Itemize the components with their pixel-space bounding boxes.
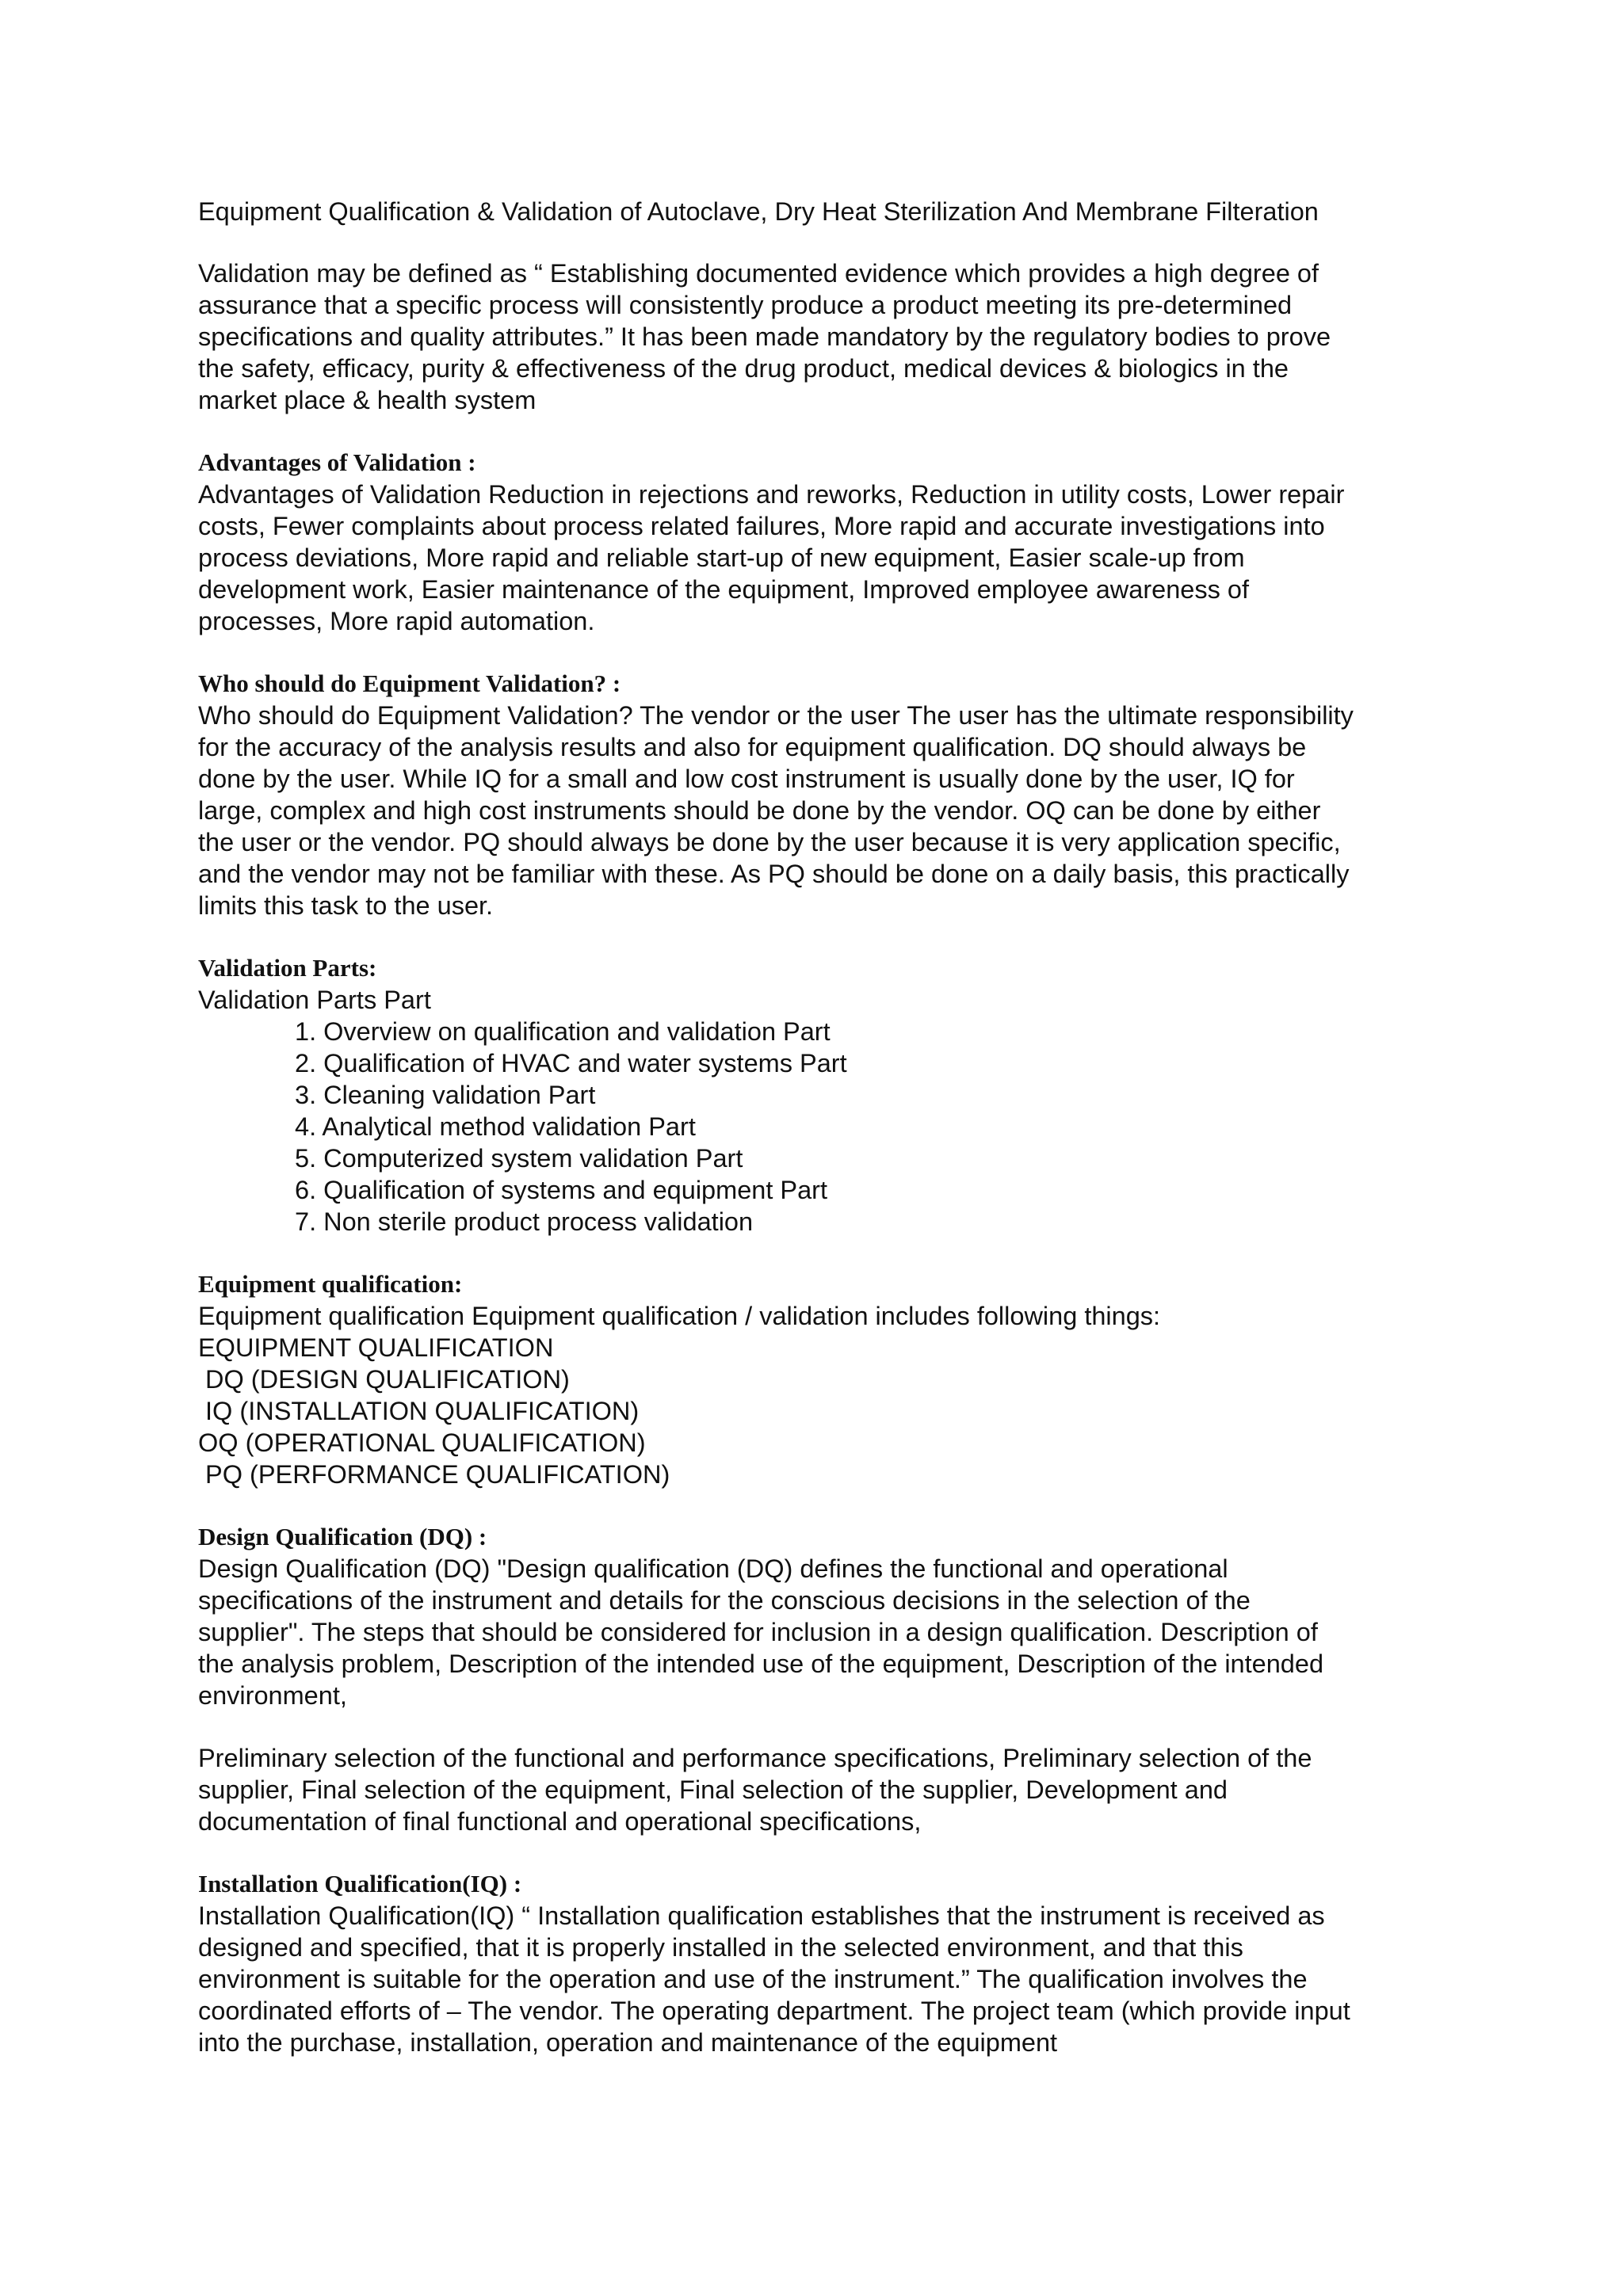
who-line: Who should do Equipment Validation? The vendor or the user The user has the ultimate responsibility xyxy=(198,701,1354,730)
design-line: specifications of the instrument and details for the conscious decisions in the selection of the xyxy=(198,1586,1251,1615)
spacer xyxy=(198,637,1466,668)
installation-line: into the purchase, installation, operation and maintenance of the equipment xyxy=(198,2028,1058,2057)
list-item: 7. Non sterile product process validation xyxy=(295,1207,754,1236)
section-parts xyxy=(198,952,1466,1238)
list-item: 5. Computerized system validation Part xyxy=(295,1144,743,1173)
equipment-item: DQ (DESIGN QUALIFICATION) xyxy=(198,1365,570,1394)
list-item: 6. Qualification of systems and equipment Part xyxy=(295,1176,828,1204)
design-line: Preliminary selection of the functional and performance specifications, Preliminary selection of the xyxy=(198,1744,1312,1772)
design-line: Design Qualification (DQ) "Design qualification (DQ) defines the functional and operational xyxy=(198,1554,1228,1583)
advantages-line: costs, Fewer complaints about process related failures, More rapid and accurate investigations into xyxy=(198,512,1325,540)
design-line: environment, xyxy=(198,1681,347,1710)
document-page xyxy=(198,196,1466,2058)
section-heading-who: Who should do Equipment Validation? : xyxy=(198,669,621,697)
list-item: 1. Overview on qualification and validation Part xyxy=(295,1017,831,1046)
spacer xyxy=(198,1711,1466,1742)
spacer xyxy=(198,1837,1466,1868)
document-title: Equipment Qualification & Validation of Autoclave, Dry Heat Sterilization And Membrane Filteration xyxy=(198,197,1319,226)
spacer xyxy=(198,1490,1466,1521)
section-advantages xyxy=(198,447,1466,637)
intro-line: specifications and quality attributes.” It has been made mandatory by the regulatory bodies to prove xyxy=(198,322,1331,351)
section-heading-design: Design Qualification (DQ) : xyxy=(198,1523,487,1550)
installation-line: designed and specified, that it is properly installed in the selected environment, and that this xyxy=(198,1933,1243,1962)
equipment-item: EQUIPMENT QUALIFICATION xyxy=(198,1333,554,1362)
design-line: documentation of final functional and operational specifications, xyxy=(198,1807,922,1836)
section-heading-advantages: Advantages of Validation : xyxy=(198,448,476,476)
design-line: supplier, Final selection of the equipment, Final selection of the supplier, Development and xyxy=(198,1775,1228,1804)
who-line: the user or the vendor. PQ should always be done by the user because it is very application specific, xyxy=(198,828,1341,856)
section-design xyxy=(198,1521,1466,1837)
equipment-intro: Equipment qualification Equipment qualification / validation includes following things: xyxy=(198,1302,1161,1330)
installation-line: environment is suitable for the operation and use of the instrument.” The qualification involves the xyxy=(198,1965,1308,1993)
spacer xyxy=(198,416,1466,447)
list-item: 4. Analytical method validation Part xyxy=(295,1112,696,1141)
equipment-item: OQ (OPERATIONAL QUALIFICATION) xyxy=(198,1428,646,1457)
who-line: for the accuracy of the analysis results and also for equipment qualification. DQ should always be xyxy=(198,733,1307,761)
spacer xyxy=(198,227,1466,257)
design-line: the analysis problem, Description of the intended use of the equipment, Description of the intended xyxy=(198,1650,1324,1678)
intro-line: market place & health system xyxy=(198,386,537,414)
installation-line: Installation Qualification(IQ) “ Installation qualification establishes that the instrument is received as xyxy=(198,1901,1325,1930)
equipment-item: IQ (INSTALLATION QUALIFICATION) xyxy=(198,1397,640,1425)
advantages-line: process deviations, More rapid and reliable start-up of new equipment, Easier scale-up from xyxy=(198,543,1245,572)
advantages-line: development work, Easier maintenance of the equipment, Improved employee awareness of xyxy=(198,575,1250,604)
list-item: 2. Qualification of HVAC and water systems Part xyxy=(295,1049,847,1077)
section-who xyxy=(198,668,1466,921)
spacer xyxy=(198,921,1466,952)
intro-line: the safety, efficacy, purity & effectiveness of the drug product, medical devices & biologics in the xyxy=(198,354,1289,383)
equipment-item: PQ (PERFORMANCE QUALIFICATION) xyxy=(198,1460,670,1489)
section-equipment xyxy=(198,1268,1466,1490)
section-heading-installation: Installation Qualification(IQ) : xyxy=(198,1870,522,1897)
intro-line: assurance that a specific process will consistently produce a product meeting its pre-determined xyxy=(198,291,1293,319)
installation-line: coordinated efforts of – The vendor. The operating department. The project team (which provide input xyxy=(198,1997,1350,2025)
list-item: 3. Cleaning validation Part xyxy=(295,1081,596,1109)
design-line: supplier". The steps that should be considered for inclusion in a design qualification. Description of xyxy=(198,1618,1318,1646)
who-line: and the vendor may not be familiar with these. As PQ should be done on a daily basis, this practically xyxy=(198,860,1350,888)
intro-paragraph xyxy=(198,257,1466,416)
section-heading-parts: Validation Parts: xyxy=(198,954,377,982)
section-installation xyxy=(198,1868,1466,2058)
spacer xyxy=(198,1238,1466,1268)
who-line: limits this task to the user. xyxy=(198,891,494,920)
section-heading-equipment: Equipment qualification: xyxy=(198,1270,463,1298)
parts-intro: Validation Parts Part xyxy=(198,986,431,1014)
advantages-line: Advantages of Validation Reduction in rejections and reworks, Reduction in utility costs, Lower repair xyxy=(198,480,1345,509)
intro-line: Validation may be defined as “ Establishing documented evidence which provides a high degree of xyxy=(198,259,1319,288)
advantages-line: processes, More rapid automation. xyxy=(198,607,595,635)
who-line: done by the user. While IQ for a small and low cost instrument is usually done by the user, IQ for xyxy=(198,765,1295,793)
who-line: large, complex and high cost instruments should be done by the vendor. OQ can be done by either xyxy=(198,796,1321,825)
